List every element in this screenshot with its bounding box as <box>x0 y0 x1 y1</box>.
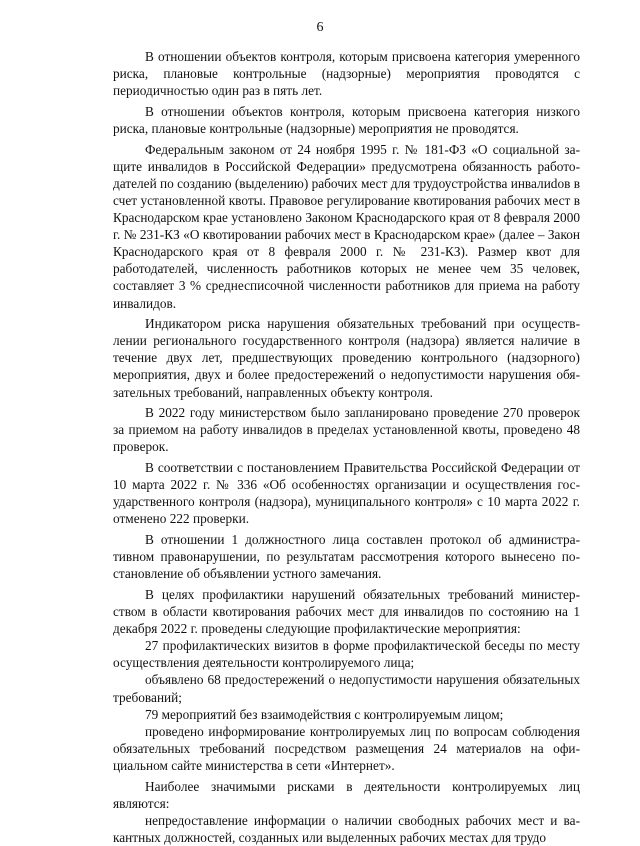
list-item-no-interaction: 79 мероприятий без взаимодействия с контролируемым лицом; <box>145 706 504 722</box>
paragraph-low-risk: В отношении объектов контроля, которым присвоена категория низкого риска, плановые контрольные (надзорные) мероприятия не проводятся. <box>113 103 580 136</box>
paragraph-moderate-risk: В отношении объектов контроля, которым присвоена категория умеренного риска, плановые контрольные (надзорные) мероприятия проводятся с периодичностью один раз в пять лет. <box>113 49 580 99</box>
paragraph-federal-law: Федеральным законом от 24 ноября 1995 г. № 181-ФЗ «О социальной защите инвалидов в Российской Федерации» предусмотрена обязанность работодателей по созданию (выделению) рабочих мест для трудоустройства инвалиdов в счет установленной квоты. Правовое регулирование квотирования рабочих мест в Краснодарском крае установлено Законом Краснодарского края от 8 февраля 2000 г. № 231-КЗ «О квотировании рабочих мест в Краснодарском крае» (далее – Закон Краснодарского края от 8 февраля 2000 г. № 231-КЗ). Размер квот для работодателей, численность работников которых не менее чем 35 человек, составляет 3 % среднесписочной численности работников для приема на работу инвалидов. <box>113 141 580 311</box>
list-item-informing: проведено информирование контролируемых лиц по вопросам соблюдения обязательных требований посредством размещения 24 материалов на официальном сайте министерства в сети «Интернет». <box>113 723 580 773</box>
paragraph-government-resolution: В соответствии с постановлением Правительства Российской Федерации от 10 марта 2022 г. № 336 «Об особенностях организации и осуществления государственного контроля (надзора), муниципального контроля» с 10 марта 2022 г. отменено 222 проверки. <box>113 460 580 527</box>
paragraph-significant-risks: Наиболее значимыми рисками в деятельности контролируемых лиц являются: <box>113 778 580 811</box>
list-item-warnings: объявлено 68 предостережений о недопустимости нарушения обязательных требований; <box>113 672 580 705</box>
paragraph-protocol: В отношении 1 должностного лица составлен протокол об административном правонарушении, по результатам рассмотрения которого вынесено постановление об объявлении устного замечания. <box>113 532 580 582</box>
paragraph-prevention-intro: В целях профилактики нарушений обязательных требований министерством в области квотирования рабочих мест для инвалидов по состоянию на 1 декабря 2022 г. проведены следующие профилактические мероприятия: <box>113 586 580 637</box>
list-item-non-provision: непредоставление информации о наличии свободных рабочих мест и вакантных должностей, созданных или выделенных рабочих местах для трудо <box>113 812 580 845</box>
paragraph-risk-indicator: Индикатором риска нарушения обязательных требований при осуществлении регионального государственного контроля (надзора) является наличие в течение двух лет, предшествующих проведению контрольного (надзорного) мероприятия, двух и более предостережений о недопустимости нарушения обязательных требований, направленных объекту контроля. <box>113 316 580 400</box>
document-body <box>113 48 580 846</box>
paragraph-inspections-2022: В 2022 году министерством было запланировано проведение 270 проверок за приемом на работу инвалидов в пределах установленной квоты, проведено 48 проверок. <box>113 405 580 455</box>
list-item-preventive-visits: 27 профилактических визитов в форме профилактической беседы по месту осуществления деятельности контролируемого лица; <box>113 638 580 671</box>
page-number: 6 <box>316 20 324 35</box>
